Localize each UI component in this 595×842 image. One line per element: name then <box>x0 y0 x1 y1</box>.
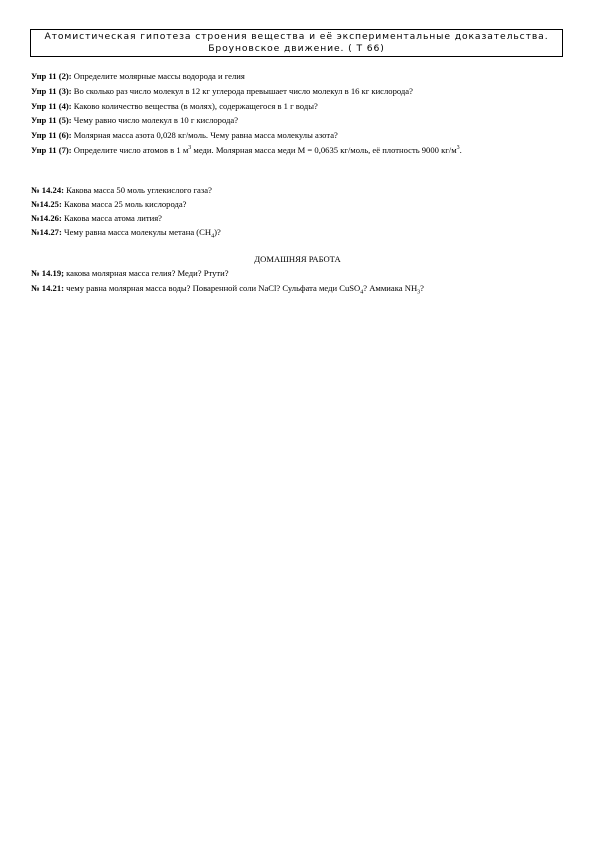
exercise-text: Молярная масса азота 0,028 кг/моль. Чему равна масса молекулы азота? <box>71 130 338 140</box>
exercise-text: меди. Молярная масса меди М = 0,0635 кг/моль, её плотность 9000 кг/м <box>191 145 457 155</box>
exercise-text: Чему равно число молекул в 10 г кислорода? <box>71 115 239 125</box>
subscript: 4 <box>211 233 215 240</box>
superscript: 3 <box>188 145 192 152</box>
problem-label: №14.25: <box>31 199 62 209</box>
exercise-label: Упр 11 (6): <box>31 130 72 140</box>
homework-item <box>31 283 424 296</box>
problem-text: Какова масса атома лития? <box>61 213 162 223</box>
topic-title-box <box>30 29 563 57</box>
problem-label: №14.26: <box>31 213 62 223</box>
exercise-text: Определите число атомов в 1 м <box>71 145 189 155</box>
problem-text: )? <box>214 227 221 237</box>
problem-item <box>31 227 221 240</box>
homework-text: чему равна молярная масса воды? Поваренной соли NaCl? Сульфата меди CuSO <box>63 283 361 293</box>
superscript: 3 <box>456 145 460 152</box>
exercise-item <box>31 115 238 125</box>
problem-label: № 14.24: <box>31 185 64 195</box>
homework-text: ? Аммиака NH <box>363 283 418 293</box>
exercise-item <box>31 130 338 140</box>
subscript: 4 <box>360 289 364 296</box>
exercise-label: Упр 11 (3): <box>31 86 72 96</box>
exercise-label: Упр 11 (7): <box>31 145 72 155</box>
problem-label: №14.27: <box>31 227 62 237</box>
exercise-text: Определите молярные массы водорода и гелия <box>71 71 245 81</box>
exercise-text: Каково количество вещества (в молях), содержащегося в 1 г воды? <box>71 101 318 111</box>
problem-item <box>31 213 162 223</box>
problem-text: Какова масса 50 моль углекислого газа? <box>63 185 212 195</box>
problem-text: Чему равна масса молекулы метана (СН <box>61 227 212 237</box>
exercise-label: Упр 11 (4): <box>31 101 72 111</box>
problem-item <box>31 185 212 195</box>
subscript: 3 <box>417 289 421 296</box>
homework-text: ? <box>420 283 424 293</box>
homework-item <box>31 268 229 278</box>
exercise-item <box>31 101 318 111</box>
homework-label: № 14.19; <box>31 268 64 278</box>
exercise-item <box>31 86 413 96</box>
exercise-item <box>31 71 245 81</box>
problem-text: Какова масса 25 моль кислорода? <box>61 199 187 209</box>
topic-title-line-2: Броуновское движение. ( Т 66) <box>208 43 385 54</box>
exercise-text: Во сколько раз число молекул в 12 кг углерода превышает число молекул в 16 кг кислорода? <box>71 86 413 96</box>
exercise-label: Упр 11 (2): <box>31 71 72 81</box>
topic-title-line-1: Атомистическая гипотеза строения вещества и её экспериментальные доказательства. <box>44 31 549 42</box>
exercise-text: . <box>459 145 462 155</box>
exercise-label: Упр 11 (5): <box>31 115 72 125</box>
exercise-item <box>31 145 563 155</box>
problem-item <box>31 199 187 209</box>
homework-text: какова молярная масса гелия? Меди? Ртути? <box>63 268 229 278</box>
homework-heading: ДОМАШНЯЯ РАБОТА <box>254 254 341 264</box>
homework-label: № 14.21: <box>31 283 64 293</box>
